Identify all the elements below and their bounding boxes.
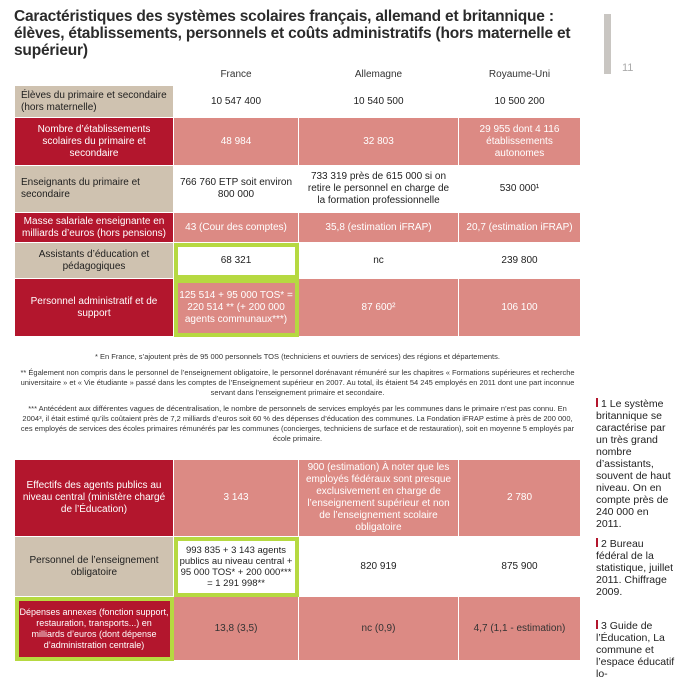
row-label: Effectifs des agents publics au niveau central (ministère chargé de l’Éducation) <box>15 460 174 537</box>
cell-france-highlighted: 993 835 + 3 143 agents publics au niveau central + 95 000 TOS* + 200 000*** = 1 291 998** <box>174 537 299 597</box>
row-label: Masse salariale enseignante en milliards d’euros (hors pensions) <box>15 213 174 243</box>
cell-allemagne: 900 (estimation) À noter que les employés fédéraux sont presque exclusivement en charge de l’enseignement supérieur et non de l’enseignement scolaire obligatoire <box>299 460 459 537</box>
footnote: *** Antécédent aux différentes vagues de décentralisation, le nombre de personnels de services employés par les communes dans le primaire n’est pas connu. En 2004³, il était estimé qu’ils coûtaient près de 7,2 milliards d’euros soit 60 % des dépenses d’éducation des communes. La Fondation iFRAP estime à près de 200 000, ces employés de services des écoles primaires rémunérés par les communes (concierges, techniciens de surface et de restauration), soit en moyenne 5 employés par école primaire. <box>20 404 575 443</box>
sidenote-number: 3 <box>601 620 607 632</box>
cell-royaume-uni: 20,7 (estimation iFRAP) <box>459 213 581 243</box>
page-title: Caractéristiques des systèmes scolaires français, allemand et britannique : élèves, établissements, personnels et coûts administratifs (hors maternelle et supérieur) <box>14 8 571 59</box>
row-label: Personnel administratif et de support <box>15 279 174 337</box>
sidenote-text: Bureau fédéral de la statistique, juillet 2011. Chiffrage 2009. <box>596 538 674 598</box>
sidenote-marker <box>596 538 598 547</box>
cell-royaume-uni: 4,7 (1,1 - estimation) <box>459 597 581 661</box>
cell-royaume-uni: 10 500 200 <box>459 86 581 118</box>
cell-royaume-uni: 106 100 <box>459 279 581 337</box>
page-number: 11 <box>622 62 634 74</box>
sidenote-marker <box>596 620 598 629</box>
header-allemagne: Allemagne <box>299 65 459 86</box>
notes-row <box>15 337 581 460</box>
table-row <box>15 460 581 537</box>
table-row <box>15 166 581 213</box>
footnote: * En France, s’ajoutent près de 95 000 personnels TOS (techniciens et ouvriers de services) des régions et départements. <box>95 352 500 361</box>
header-france: France <box>174 65 299 86</box>
cell-france-highlighted: 125 514 + 95 000 TOS* = 220 514 ** (+ 200 000 agents communaux***) <box>174 279 299 337</box>
cell-france: 3 143 <box>174 460 299 537</box>
sidenote <box>596 538 676 598</box>
sidenote-text: Le système britannique se caractérise par un très grand nombre d’assistants, souvent de haut niveau. On en compte près de 240 000 en 2011. <box>596 398 671 530</box>
sidenote <box>596 620 676 680</box>
table-row <box>15 86 581 118</box>
table-header-row <box>15 65 581 86</box>
table-row <box>15 213 581 243</box>
header-royaume-uni: Royaume-Uni <box>459 65 581 86</box>
row-label: Enseignants du primaire et secondaire <box>15 166 174 213</box>
sidenote-marker <box>596 398 598 407</box>
cell-allemagne: 35,8 (estimation iFRAP) <box>299 213 459 243</box>
cell-france-highlighted: 68 321 <box>174 243 299 279</box>
row-label-highlighted: Dépenses annexes (fonction support, restauration, transports...) en milliards d’euros (dont dépense d’administration centrale) <box>15 597 174 661</box>
sidenote <box>596 398 676 530</box>
cell-allemagne: 10 540 500 <box>299 86 459 118</box>
cell-allemagne: 87 600² <box>299 279 459 337</box>
footnote: ** Également non compris dans le personnel de l’enseignement obligatoire, le personnel dorénavant rémunéré sur les chapitres « Formations supérieures et recherche universitaire » et « Vie étudiante » passé dans les comptes de l’Enseignement supérieur en 2007. Au total, ils étaient 54 245 employés en 2011 dont une part inconnue servant dans l’enseignement primaire et secondaire. <box>20 368 575 397</box>
row-label: Personnel de l’enseignement obligatoire <box>15 537 174 597</box>
cell-royaume-uni: 29 955 dont 4 116 établissements autonomes <box>459 118 581 166</box>
cell-royaume-uni: 875 900 <box>459 537 581 597</box>
row-label: Assistants d’éducation et pédagogiques <box>15 243 174 279</box>
cell-allemagne: nc <box>299 243 459 279</box>
header-corner <box>15 65 174 86</box>
cell-allemagne: nc (0,9) <box>299 597 459 661</box>
table-row <box>15 243 581 279</box>
footnotes <box>15 337 581 460</box>
sidenote-text: Guide de l’Éducation, La commune et l’espace éducatif lo- <box>596 620 675 680</box>
cell-allemagne: 32 803 <box>299 118 459 166</box>
cell-allemagne: 733 319 près de 615 000 si on retire le personnel en charge de la formation professionnelle <box>299 166 459 213</box>
cell-royaume-uni: 239 800 <box>459 243 581 279</box>
table-row <box>15 597 581 661</box>
table-row <box>15 537 581 597</box>
cell-allemagne: 820 919 <box>299 537 459 597</box>
sidenote-number: 2 <box>601 538 607 550</box>
table-row <box>15 118 581 166</box>
cell-france: 43 (Cour des comptes) <box>174 213 299 243</box>
cell-france: 13,8 (3,5) <box>174 597 299 661</box>
cell-royaume-uni: 2 780 <box>459 460 581 537</box>
cell-france: 766 760 ETP soit environ 800 000 <box>174 166 299 213</box>
cell-royaume-uni: 530 000¹ <box>459 166 581 213</box>
cell-france: 10 547 400 <box>174 86 299 118</box>
sidenote-number: 1 <box>601 398 607 410</box>
row-label: Élèves du primaire et secondaire (hors maternelle) <box>15 86 174 118</box>
page-marker-bar <box>604 14 611 74</box>
cell-france: 48 984 <box>174 118 299 166</box>
table-row <box>15 279 581 337</box>
comparison-table <box>14 64 581 661</box>
row-label: Nombre d’établissements scolaires du primaire et secondaire <box>15 118 174 166</box>
